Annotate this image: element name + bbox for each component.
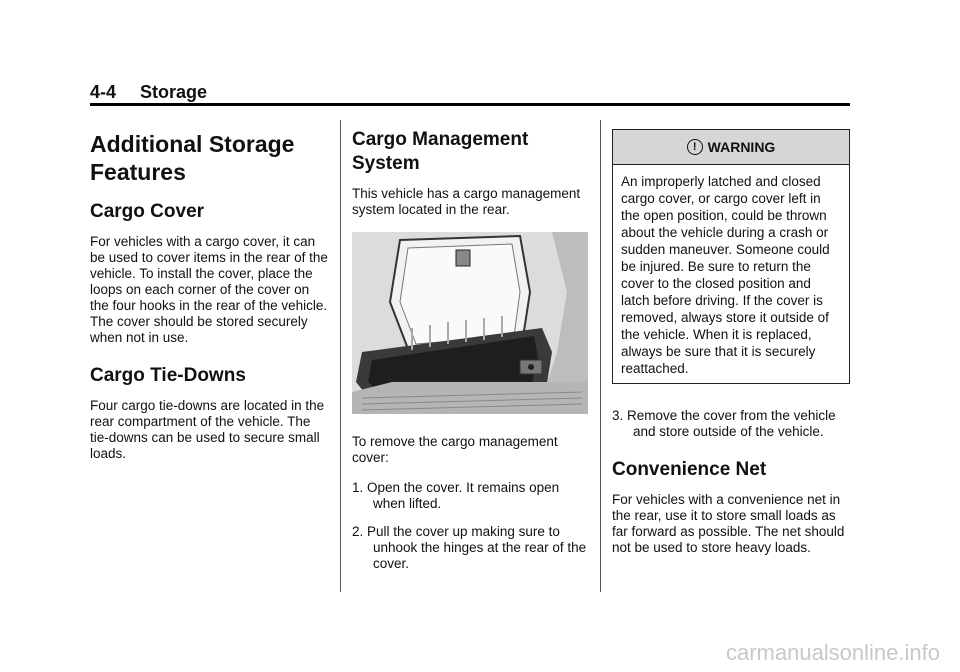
warning-text: An improperly latched and closed cargo cover, or cargo cover left in the open position, could be thrown about the vehicle during a crash or sudden maneuver. Someone could be injured. Be sure to return the cover to the closed position and latch before driving. If the cover is removed, always store it outside of the vehicle. When it is replaced, always be sure that it is securely reattached. — [621, 174, 830, 376]
cargo-area-photo — [352, 232, 588, 414]
tie-downs-heading: Cargo Tie-Downs — [90, 365, 246, 386]
convenience-net-heading: Convenience Net — [612, 459, 767, 480]
step-2: 2. Pull the cover up making sure to unhook the hinges at the rear of the cover. — [352, 524, 587, 571]
header-rule — [90, 103, 850, 106]
convenience-net-text: For vehicles with a convenience net in the rear, use it to store small loads as far forward as possible. The net should not be used to store heavy loads. — [612, 492, 845, 555]
warning-header — [613, 130, 849, 165]
page-header — [90, 82, 850, 103]
column-left — [90, 120, 328, 480]
page-title: Additional Storage Features — [90, 131, 295, 185]
cargo-management-intro: This vehicle has a cargo management system located in the rear. — [352, 186, 581, 217]
cargo-cover-heading: Cargo Cover — [90, 201, 205, 222]
cargo-management-heading: Cargo Management System — [352, 129, 529, 174]
step-3: 3. Remove the cover from the vehicle and store outside of the vehicle. — [612, 408, 836, 439]
cargo-cover-text: For vehicles with a cargo cover, it can be used to cover items in the rear of the vehicle. To install the cover, place the loops on each corner of the cover on the four hooks in the rear of the vehicle. The cover should be stored securely when not in use. — [90, 234, 328, 345]
watermark: carmanualsonline.info — [725, 640, 940, 665]
column-middle — [352, 120, 588, 584]
warning-box — [612, 129, 850, 384]
column-right — [612, 120, 850, 574]
section-title: Storage — [140, 82, 208, 102]
page-number: 4-4 — [90, 82, 117, 102]
remove-intro: To remove the cargo management cover: — [352, 434, 558, 465]
column-divider-1 — [340, 120, 341, 592]
tie-downs-text: Four cargo tie-downs are located in the rear compartment of the vehicle. The tie-downs can be used to secure small loads. — [90, 398, 325, 461]
warning-icon: ! — [687, 139, 703, 155]
step-1: 1. Open the cover. It remains open when lifted. — [352, 480, 560, 511]
column-divider-2 — [600, 120, 601, 592]
warning-label: WARNING — [707, 139, 776, 155]
